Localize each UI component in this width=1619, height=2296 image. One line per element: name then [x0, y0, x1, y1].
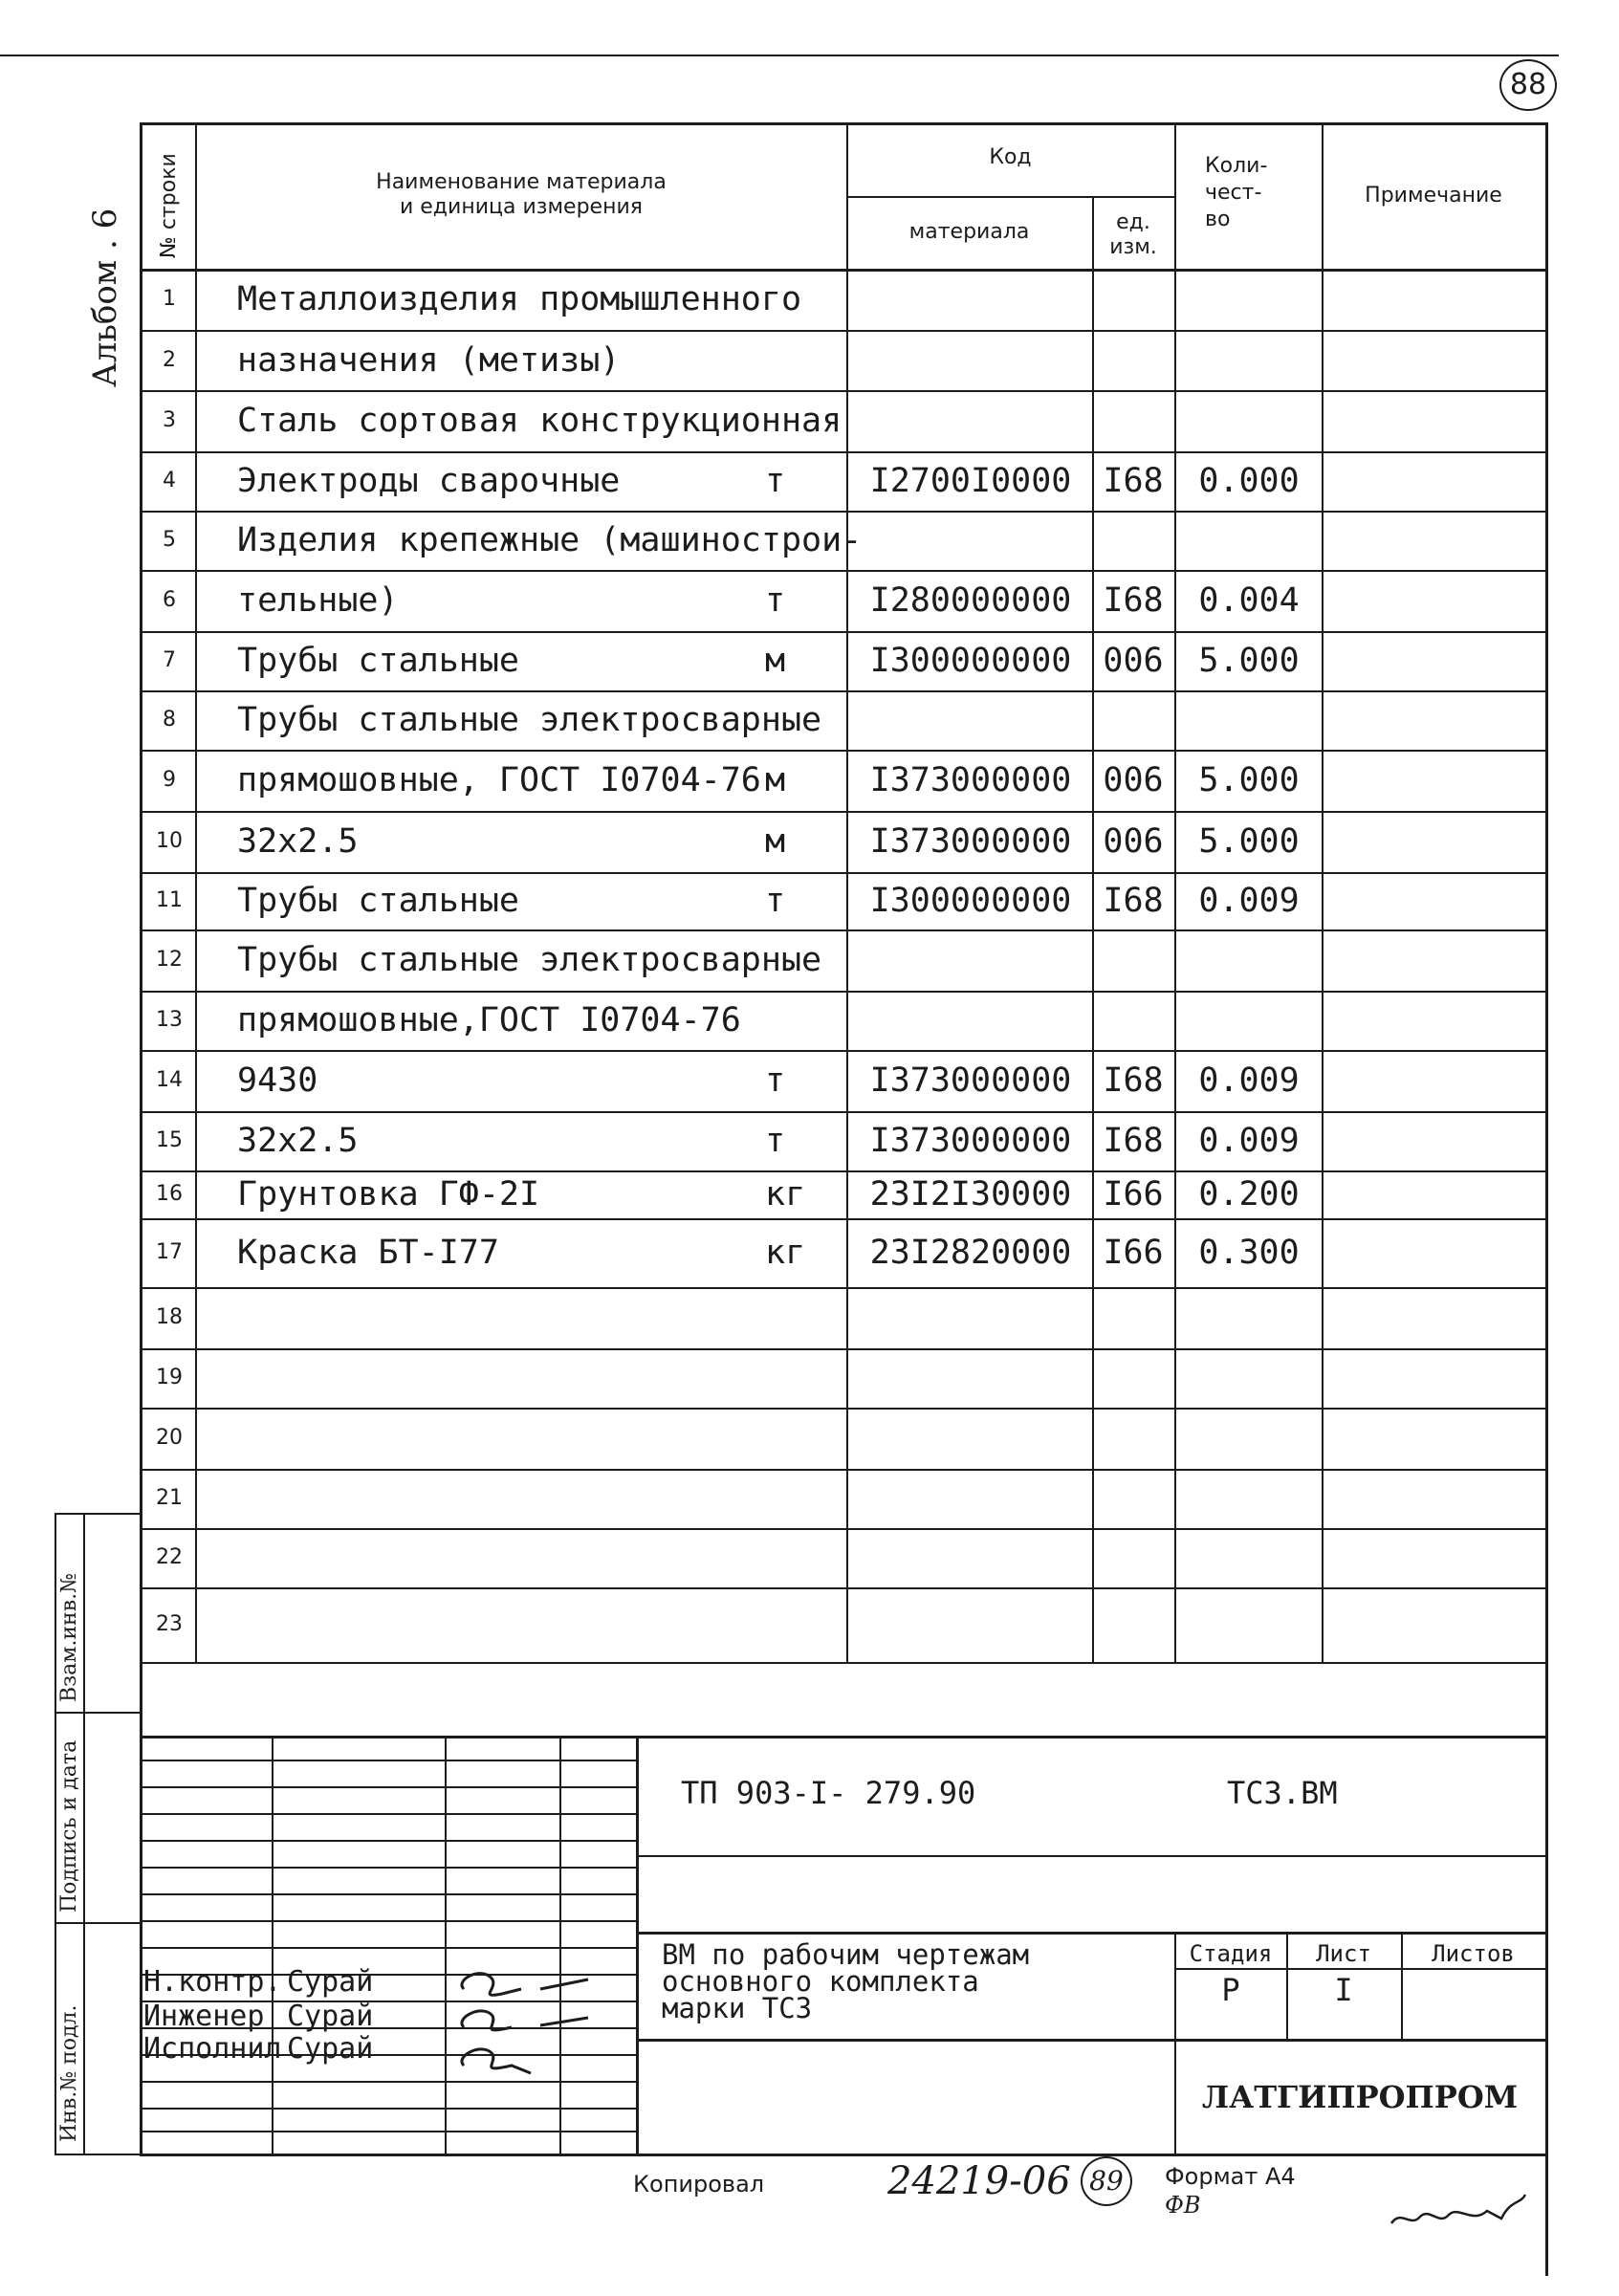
material-code: I373000000 — [869, 1122, 1072, 1160]
row-number: 14 — [156, 1068, 183, 1092]
material-code: I2700I0000 — [869, 462, 1072, 500]
row-number: 19 — [156, 1366, 183, 1389]
signature-name: Сурай — [287, 2000, 374, 2033]
sheet-label: Лист — [1316, 1940, 1371, 1967]
header-code-material: материала — [908, 220, 1030, 244]
unit-code: I68 — [1103, 1122, 1164, 1160]
doc-code: ТП 903-I- 279.90 — [681, 1775, 976, 1811]
footer-copied: Копировал — [633, 2171, 765, 2198]
unit-code: I68 — [1103, 581, 1164, 620]
top-rule — [0, 55, 1559, 56]
org-name: ЛАТГИПРОПРОМ — [1201, 2079, 1519, 2115]
quantity: 0.009 — [1198, 1122, 1300, 1160]
row-number: 18 — [156, 1305, 183, 1329]
material-name: Трубы стальные — [237, 642, 520, 680]
row-number: 9 — [163, 768, 176, 792]
doc-title: ВМ по рабочим чертежам основного комплекта марки ТСЗ — [662, 1938, 1030, 2024]
material-name: Грунтовка ГФ-2I — [237, 1175, 540, 1214]
row-number: 21 — [156, 1486, 183, 1510]
footer-circled-number: 89 — [1089, 2165, 1124, 2197]
material-name: Трубы стальные электросварные — [237, 701, 822, 739]
header-code-unit: ед. изм. — [1109, 210, 1157, 259]
material-name: 32x2.5 — [237, 822, 359, 861]
unit-name: т — [765, 882, 786, 920]
unit-code: I68 — [1103, 882, 1164, 920]
material-code: 23I2820000 — [869, 1234, 1072, 1272]
unit-name: м — [765, 822, 786, 861]
header-note: Примечание — [1365, 184, 1502, 208]
header-qty: Коли- чест- во — [1205, 154, 1268, 231]
row-number: 17 — [156, 1240, 183, 1264]
signature-scribbles — [445, 1960, 636, 2085]
unit-name: т — [765, 1122, 786, 1160]
row-number: 1 — [163, 287, 176, 311]
quantity: 5.000 — [1198, 822, 1300, 861]
signature-role: Н.контр. — [143, 1965, 282, 1999]
material-code: I373000000 — [869, 1061, 1072, 1100]
row-number: 11 — [156, 888, 183, 912]
quantity: 0.009 — [1198, 882, 1300, 920]
stage-value: Р — [1221, 1972, 1240, 2008]
unit-code: I68 — [1103, 1061, 1164, 1100]
row-number: 8 — [163, 708, 176, 732]
row-number: 22 — [156, 1545, 183, 1569]
signature-name: Сурай — [287, 1965, 374, 1999]
side-label-inv: Инв.№ подл. — [57, 2004, 81, 2142]
material-name: прямошовные,ГОСТ I0704-76 — [237, 1001, 741, 1039]
row-number: 10 — [156, 829, 183, 853]
bottom-right-signature — [1387, 2190, 1530, 2238]
material-name: Трубы стальные электросварные — [237, 941, 822, 979]
quantity: 5.000 — [1198, 642, 1300, 680]
row-number: 15 — [156, 1128, 183, 1152]
sheet-value: I — [1334, 1972, 1353, 2008]
unit-code: I66 — [1103, 1175, 1164, 1214]
quantity: 5.000 — [1198, 761, 1300, 799]
material-code: I373000000 — [869, 822, 1072, 861]
signature-name: Сурай — [287, 2032, 374, 2066]
material-code: I373000000 — [869, 761, 1072, 799]
sheets-label: Листов — [1432, 1940, 1515, 1967]
unit-name: м — [765, 761, 786, 799]
row-number: 16 — [156, 1182, 183, 1206]
header-code: Код — [989, 145, 1032, 169]
unit-code: I68 — [1103, 462, 1164, 500]
row-number: 13 — [156, 1008, 183, 1032]
unit-name: кг — [765, 1234, 806, 1272]
doc-mark: ТСЗ.ВМ — [1227, 1775, 1338, 1811]
side-label-vzam: Взам.инв.№ — [57, 1573, 81, 1702]
header-name: Наименование материала и единица измерения — [376, 170, 667, 219]
material-code: I300000000 — [869, 882, 1072, 920]
material-name: Электроды сварочные — [237, 462, 621, 500]
footer-number: 24219-06 — [887, 2159, 1071, 2203]
row-number: 23 — [156, 1612, 183, 1636]
unit-code: 006 — [1103, 822, 1164, 861]
row-number: 4 — [163, 469, 176, 492]
unit-code: 006 — [1103, 761, 1164, 799]
material-name: 9430 — [237, 1061, 318, 1100]
unit-name: кг — [765, 1175, 806, 1214]
unit-code: 006 — [1103, 642, 1164, 680]
material-name: Краска БТ-I77 — [237, 1234, 499, 1272]
row-number: 5 — [163, 528, 176, 552]
quantity: 0.009 — [1198, 1061, 1300, 1100]
quantity: 0.300 — [1198, 1234, 1300, 1272]
stage-label: Стадия — [1189, 1940, 1273, 1967]
material-name: Изделия крепежные (машинострои- — [237, 521, 863, 559]
signature-role: Инженер — [143, 2000, 265, 2033]
row-number: 7 — [163, 648, 176, 672]
album-label: Альбом . 6 — [86, 208, 124, 387]
page-number: 88 — [1509, 68, 1547, 101]
row-number: 6 — [163, 588, 176, 612]
unit-code: I66 — [1103, 1234, 1164, 1272]
header-rownum: № строки — [157, 153, 181, 258]
unit-name: т — [765, 1061, 786, 1100]
material-code: I280000000 — [869, 581, 1072, 620]
footer-initials: ФВ — [1165, 2192, 1201, 2219]
material-name: тельные) — [237, 581, 399, 620]
quantity: 0.004 — [1198, 581, 1300, 620]
row-number: 3 — [163, 408, 176, 432]
footer-circled — [1081, 2156, 1132, 2206]
quantity: 0.000 — [1198, 462, 1300, 500]
row-number: 20 — [156, 1426, 183, 1450]
material-code: I300000000 — [869, 642, 1072, 680]
material-name: Трубы стальные — [237, 882, 520, 920]
unit-name: м — [765, 642, 786, 680]
material-name: прямошовные, ГОСТ I0704-76 — [237, 761, 761, 799]
signature-role: Исполнил — [143, 2032, 282, 2066]
material-name: Сталь сортовая конструкционная — [237, 402, 842, 440]
unit-name: т — [765, 462, 786, 500]
material-name: Металлоизделия промышленного — [237, 280, 802, 318]
side-label-podpis: Подпись и дата — [57, 1739, 81, 1913]
row-number: 12 — [156, 948, 183, 972]
material-code: 23I2I30000 — [869, 1175, 1072, 1214]
page-number-circle — [1499, 59, 1557, 111]
material-name: назначения (метизы) — [237, 341, 621, 380]
material-name: 32x2.5 — [237, 1122, 359, 1160]
footer-format: Формат А4 — [1165, 2163, 1296, 2190]
quantity: 0.200 — [1198, 1175, 1300, 1214]
row-number: 2 — [163, 348, 176, 372]
unit-name: т — [765, 581, 786, 620]
